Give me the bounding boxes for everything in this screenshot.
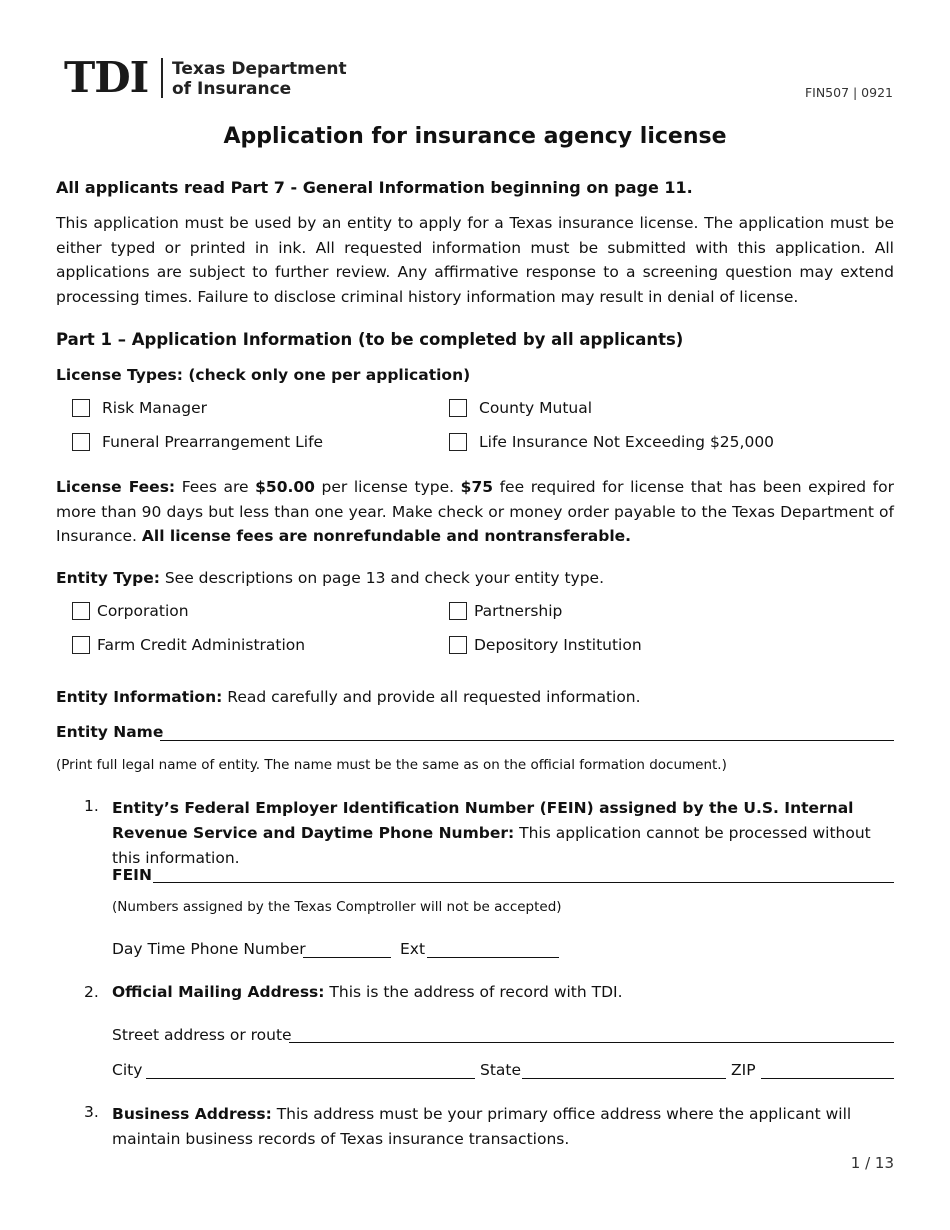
checkbox-life-insurance[interactable] <box>449 433 467 451</box>
license-fees-paragraph: License Fees: Fees are $50.00 per license type. $75 fee required for license that has been expired for more than 90 days but less than one year. Make check or money order payable to the Texas Department of Insurance. All license fees are nonrefundable and nontransferable. <box>56 478 894 545</box>
fein-field[interactable] <box>153 882 894 883</box>
checkbox-county-mutual[interactable] <box>449 399 467 417</box>
fein-label: FEIN <box>112 866 152 884</box>
street-field[interactable] <box>289 1042 894 1043</box>
entity-name-label: Entity Name <box>56 723 164 741</box>
logo-line-2: of Insurance <box>172 79 292 99</box>
zip-label: ZIP <box>731 1061 756 1079</box>
entity-info-line: Entity Information: Read carefully and provide all requested information. <box>56 688 641 706</box>
page-title: Application for insurance agency license <box>223 124 727 149</box>
ext-label: Ext <box>400 940 426 958</box>
state-label: State <box>480 1061 522 1079</box>
fein-note: (Numbers assigned by the Texas Comptroller will not be accepted) <box>112 899 562 915</box>
logo-name <box>172 59 347 99</box>
logo-line-1: Texas Department <box>172 59 347 79</box>
license-type-label: Life Insurance Not Exceeding $25,000 <box>479 433 775 451</box>
city-field[interactable] <box>146 1078 475 1079</box>
license-types-heading: License Types: (check only one per application) <box>56 366 471 384</box>
state-field[interactable] <box>522 1078 726 1079</box>
entity-type-label: Farm Credit Administration <box>97 636 306 654</box>
city-label: City <box>112 1061 143 1079</box>
item1-text: Entity’s Federal Employer Identification Number (FEIN) assigned by the U.S. Internal Revenue Service and Daytime Phone Number: This application cannot be processed without this information. <box>112 799 871 867</box>
phone-label: Day Time Phone Number <box>112 940 306 958</box>
item-number: 2. <box>84 983 99 1001</box>
notice-heading: All applicants read Part 7 - General Information beginning on page 11. <box>56 178 693 197</box>
entity-type-label: Partnership <box>474 602 563 620</box>
entity-name-note: (Print full legal name of entity. The name must be the same as on the official formation document.) <box>56 757 727 773</box>
entity-type-line: Entity Type: See descriptions on page 13 and check your entity type. <box>56 569 605 587</box>
street-label: Street address or route <box>112 1026 292 1044</box>
item2-text: Official Mailing Address: This is the address of record with TDI. <box>112 983 623 1001</box>
item3-text: Business Address: This address must be your primary office address where the applicant will maintain business records of Texas insurance transactions. <box>112 1105 852 1148</box>
checkbox-corporation[interactable] <box>72 602 90 620</box>
checkbox-farm-credit-administration[interactable] <box>72 636 90 654</box>
license-type-label: Funeral Prearrangement Life <box>102 433 324 451</box>
checkbox-risk-manager[interactable] <box>72 399 90 417</box>
item-number: 1. <box>84 797 99 815</box>
checkbox-funeral-prearrangement-life[interactable] <box>72 433 90 451</box>
phone-field[interactable] <box>303 957 391 958</box>
license-type-label: Risk Manager <box>102 399 207 417</box>
form-id: FIN507 | 0921 <box>804 85 893 100</box>
entity-type-label: Depository Institution <box>474 636 642 654</box>
item-number: 3. <box>84 1103 99 1121</box>
entity-type-label: Corporation <box>97 602 189 620</box>
ext-field[interactable] <box>427 957 559 958</box>
page-number: 1 / 13 <box>850 1154 894 1172</box>
zip-field[interactable] <box>761 1078 894 1079</box>
intro-paragraph: This application must be used by an entity to apply for a Texas insurance license. The application must be either typed or printed in ink. All requested information must be submitted with this application. All applications are subject to further review. Any affirmative response to a screening question may extend processing times. Failure to disclose criminal history information may result in denial of license. <box>56 214 894 306</box>
checkbox-partnership[interactable] <box>449 602 467 620</box>
part1-heading: Part 1 – Application Information (to be completed by all applicants) <box>56 330 684 349</box>
entity-name-field[interactable] <box>160 740 894 741</box>
license-type-label: County Mutual <box>479 399 593 417</box>
checkbox-depository-institution[interactable] <box>449 636 467 654</box>
logo-abbrev: TDI <box>64 53 149 102</box>
logo-divider <box>161 58 163 98</box>
